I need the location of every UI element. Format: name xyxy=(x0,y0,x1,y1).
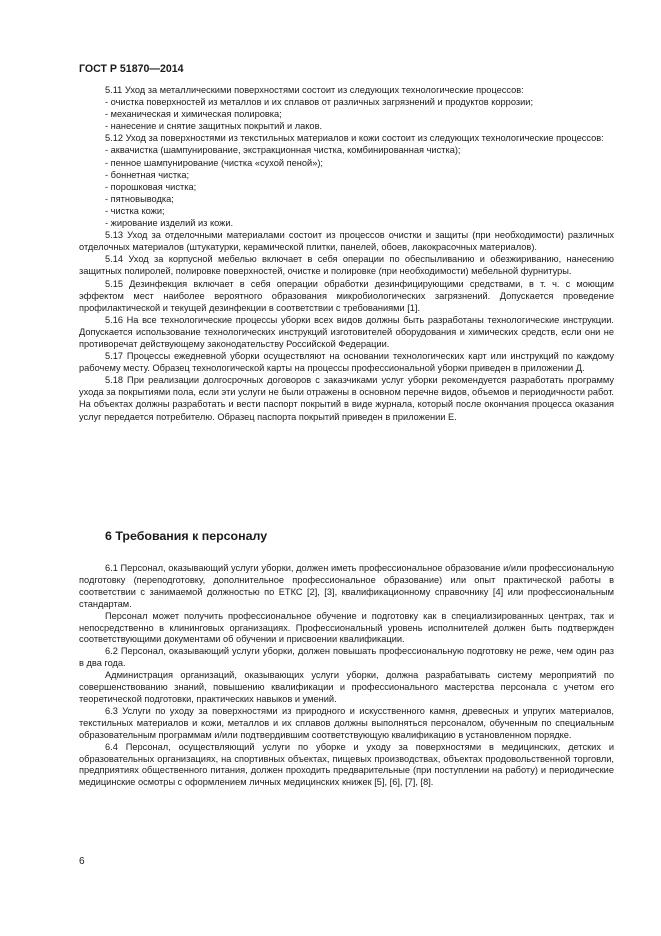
list-item: - порошковая чистка; xyxy=(105,181,197,192)
paragraph-6-4: 6.4 Персонал, осуществляющий услуги по уборке и уходу за поверхностями в медицинских, детских и образовательных организациях, на спортивных объектах, пищевых производствах, объектах продовольственной торговли, предприятиях общественного питания, должен проходить предварительные (при поступлении на работу) и периодические медицинские осмотры с оформлением личных медицинских книжек [5], [6], [7], [8]. xyxy=(79,741,614,788)
paragraph-personnel-training: Персонал может получить профессиональное обучение и подготовку как в специализированных центрах, так и непосредственно в клининговых организациях. Профессиональный уровень исполнителей должен быть подтвержден соответствующими документами об обучении и присвоении квалификации. xyxy=(79,610,614,645)
paragraph-6-3: 6.3 Услуги по уходу за поверхностями из природного и искусственного камня, древесных и упругих материалов, текстильных материалов и кожи, металлов и их сплавов должны выполняться персоналом, обученным по специальным образовательным программам и/или подтвердившим соответствующую квалификацию в установленном порядке. xyxy=(79,705,614,740)
list-item: - пенное шампунирование (чистка «сухой пеной»); xyxy=(105,157,324,168)
page-number: 6 xyxy=(79,856,85,867)
list-item: - жирование изделий из кожи. xyxy=(105,218,234,229)
list-item: - нанесение и снятие защитных покрытий и лаков. xyxy=(105,121,323,132)
list-item: - пятновыводка; xyxy=(105,193,174,204)
paragraph-6-2: 6.2 Персонал, оказывающий услуги уборки, должен повышать профессиональную подготовку не реже, чем один раз в два года. xyxy=(79,646,614,669)
section-title: 6 Требования к персоналу xyxy=(105,529,268,543)
paragraph-5-15: 5.15 Дезинфекция включает в себя операции обработки дезинфицирующими средствами, в т. ч. с моющим эффектом мест наиболее вероятного образования микробиологических загрязнений. Допускается проведение профилактической и текущей дезинфекции в соответствии с требованиями [1]. xyxy=(79,278,614,313)
paragraph-5-16: 5.16 На все технологические процессы уборки всех видов должны быть разработаны технологические инструкции. Допускается использование технологических инструкций изготовителей оборудования и химических средств, если они не противоречат действующему законодательству Российской Федерации. xyxy=(79,314,614,349)
list-item: - боннетная чистка; xyxy=(105,169,190,180)
paragraph-6-1: 6.1 Персонал, оказывающий услуги уборки, должен иметь профессиональное образование и/или профессиональную подготовку (переподготовку, дополнительное профессиональное образование) или опыт практической работы в соответствии с занимаемой должностью по ЕТКС [2], [3], квалификационному справочнику [4] или профессиональным стандартам. xyxy=(79,563,614,609)
paragraph-5-11: 5.11 Уход за металлическими поверхностями состоит из следующих технологические процессов: xyxy=(105,85,524,95)
body-top xyxy=(79,84,614,423)
paragraph-5-17: 5.17 Процессы ежедневной уборки осуществляют на основании технологических карт или инструкций по каждому рабочему месту. Образец технологической карты на процессы профессиональной уборки приведен в приложении Д. xyxy=(79,351,614,374)
list-item: - очистка поверхностей из металлов и их сплавов от различных загрязнений и продуктов коррозии; xyxy=(105,97,534,108)
list-item: - механическая и химическая полировка; xyxy=(105,109,282,120)
document-header: ГОСТ Р 51870—2014 xyxy=(79,63,184,75)
body-bottom xyxy=(79,563,614,789)
paragraph-5-12: 5.12 Уход за поверхностями из текстильных материалов и кожи состоит из следующих технологические процессов: xyxy=(105,133,604,144)
paragraph-5-18: 5.18 При реализации долгосрочных договоров с заказчиками услуг уборки рекомендуется разработать программу ухода за покрытиями пола, если эти услуги не были отражены в основном перечне видов, объемов и периодичности работ. На объектах должны разработать и вести паспорт покрытий в виде журнала, который после окончания процесса оказания услуг передается потребителю. Образец паспорта покрытий приведен в приложении Е. xyxy=(79,375,614,422)
list-item: - чистка кожи; xyxy=(105,205,165,216)
paragraph-5-14: 5.14 Уход за корпусной мебелью включает в себя операции по обеспыливанию и обезжириванию, нанесению защитных полиролей, полировке поверхностей, очистке и полировке (при необходимости) мебельной фурнитуры. xyxy=(79,254,614,277)
paragraph-administration: Администрация организаций, оказывающих услуги уборки, должна разрабатывать систему мероприятий по совершенствованию знаний, повышению квалификации и профессионального мастерства персонала с учетом его теоретической подготовки, практических навыков и умений. xyxy=(79,670,614,704)
list-item: - аквачистка (шампунирование, экстракционная чистка, комбинированная чистка); xyxy=(105,145,461,156)
paragraph-5-13: 5.13 Уход за отделочными материалами состоит из процессов очистки и защиты (при необходимости) различных отделочных материалов (штукатурки, керамической плитки, панелей, обоев, лакокрасочных материалов). xyxy=(79,230,614,253)
